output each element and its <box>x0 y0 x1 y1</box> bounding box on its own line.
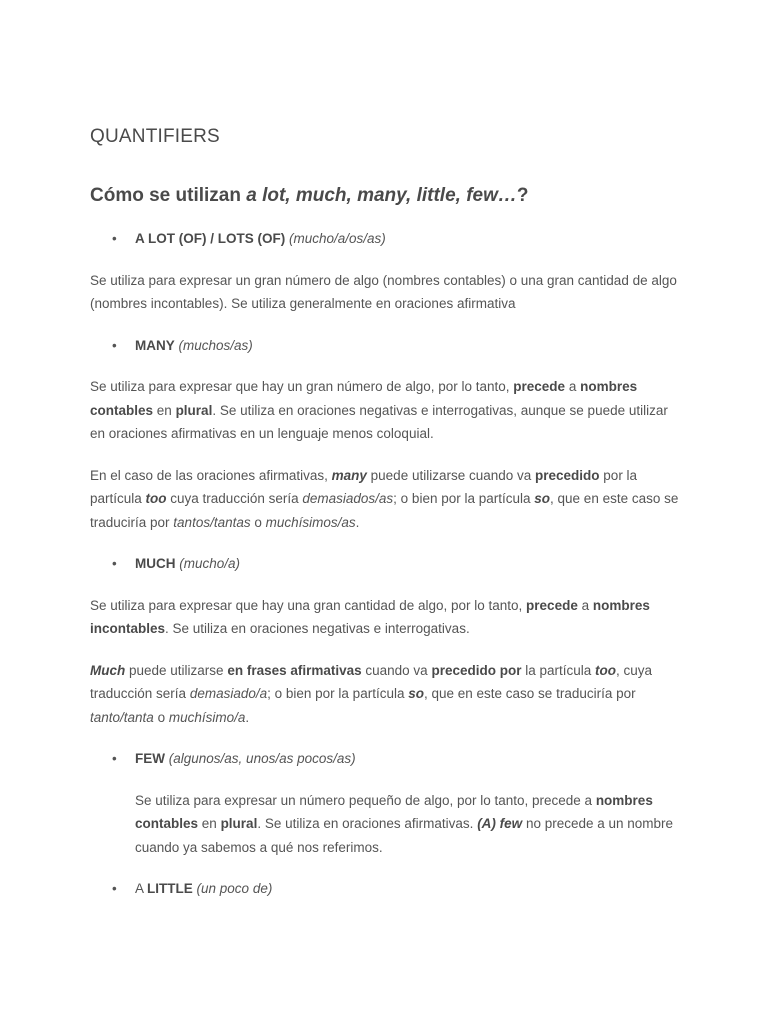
text: , que en este caso se traduciría por <box>90 491 679 530</box>
italic-text: muchísimos/as <box>265 514 356 530</box>
translation-alot: (mucho/a/os/as) <box>289 231 386 246</box>
bold-italic-text: too <box>145 491 167 506</box>
text: Se utiliza para expresar que hay una gran cantidad de algo, por lo tanto, <box>90 597 527 613</box>
text: , cuya traducción sería <box>90 662 653 701</box>
bullet-much <box>90 552 680 576</box>
text: . Se utiliza en oraciones negativas e interrogativas. <box>165 621 470 636</box>
bold-text: plural <box>175 402 213 418</box>
text: . <box>245 709 250 725</box>
page-title: QUANTIFIERS <box>90 126 220 147</box>
italic-text: muchísimo/a <box>168 709 246 725</box>
italic-text: tantos/tantas <box>173 514 251 530</box>
italic-text: demasiados/as <box>302 491 394 506</box>
bold-italic-text: many <box>331 467 367 483</box>
bold-text: precedido por <box>431 662 522 678</box>
bold-italic-text: Much <box>90 662 126 678</box>
text: cuya traducción sería <box>166 491 303 506</box>
bold-italic-text: so <box>534 491 551 506</box>
bold-text: nombres incontables <box>90 597 650 636</box>
text: puede utilizarse <box>125 662 228 678</box>
text: , que en este caso se traduciría por <box>423 686 636 701</box>
bold-text: precedido <box>535 467 600 483</box>
translation-few: (algunos/as, unos/as pocos/as) <box>168 751 356 766</box>
paragraph-much-1 <box>90 594 680 641</box>
term-little: LITTLE <box>147 881 193 896</box>
text: a <box>565 379 581 394</box>
text: por la partícula <box>90 467 638 506</box>
bold-text: plural <box>220 816 258 831</box>
paragraph-many-2 <box>90 464 680 535</box>
text: la partícula <box>521 662 596 678</box>
bold-italic-text: so <box>408 686 424 701</box>
term-much: MUCH <box>135 556 176 571</box>
text: ; o bien por la partícula <box>393 491 535 506</box>
text: Se utiliza para expresar que hay un gran número de algo, por lo tanto, <box>90 379 514 394</box>
text: en <box>153 402 176 418</box>
text: En el caso de las oraciones afirmativas, <box>90 467 332 483</box>
text: cuando va <box>361 662 432 678</box>
paragraph-few-1 <box>90 789 680 860</box>
subtitle-items: a lot, much, many, little, few… <box>246 185 517 206</box>
translation-little: (un poco de) <box>196 881 273 896</box>
bold-italic-text: (A) few <box>477 816 523 831</box>
translation-many: (muchos/as) <box>178 337 253 353</box>
paragraph-many-1 <box>90 375 680 446</box>
bold-text: precede <box>513 379 566 394</box>
term-many: MANY <box>135 337 175 353</box>
term-few: FEW <box>135 751 165 766</box>
paragraph-alot: Se utiliza para expresar un gran número de algo (nombres contables) o una gran cantidad de algo (nombres incontables). Se utiliza generalmente en oraciones afirmativa <box>90 272 677 311</box>
bold-italic-text: too <box>595 662 617 678</box>
bold-text: en frases afirmativas <box>227 662 362 678</box>
text: a <box>577 597 593 613</box>
bold-text: precede <box>526 597 578 613</box>
text: . Se utiliza en oraciones afirmativas. <box>257 816 478 831</box>
term-alot: A LOT (OF) / LOTS (OF) <box>135 231 286 246</box>
text: Se utiliza para expresar un número pequeño de algo, por lo tanto, precede a <box>135 792 596 808</box>
bold-text: nombres contables <box>135 792 653 831</box>
text: no precede a un nombre cuando ya sabemos a qué nos referimos. <box>135 816 674 855</box>
text: puede utilizarse cuando va <box>366 467 536 483</box>
text: o <box>153 709 169 725</box>
bullet-many <box>90 334 680 358</box>
bullet-few <box>90 747 680 771</box>
bullet-alot <box>90 227 680 251</box>
text: . <box>355 514 360 530</box>
text: . Se utiliza en oraciones negativas e interrogativas, aunque se puede utilizar en oraciones afirmativas en un lenguaje menos coloquial. <box>90 402 668 441</box>
document-page <box>90 126 680 919</box>
paragraph-much-2 <box>90 659 680 730</box>
text: en <box>198 816 221 831</box>
italic-text: demasiado/a <box>189 686 268 701</box>
text: ; o bien por la partícula <box>267 686 409 701</box>
bold-text: nombres contables <box>90 379 638 418</box>
italic-text: tanto/tanta <box>90 709 154 725</box>
subtitle-prefix: Cómo se utilizan <box>90 185 247 206</box>
text: o <box>250 514 266 530</box>
prefix-little: A <box>135 881 148 896</box>
subtitle-suffix: ? <box>516 185 529 206</box>
bullet-little <box>90 877 680 901</box>
translation-much: (mucho/a) <box>179 556 241 571</box>
page-subtitle <box>90 185 680 207</box>
